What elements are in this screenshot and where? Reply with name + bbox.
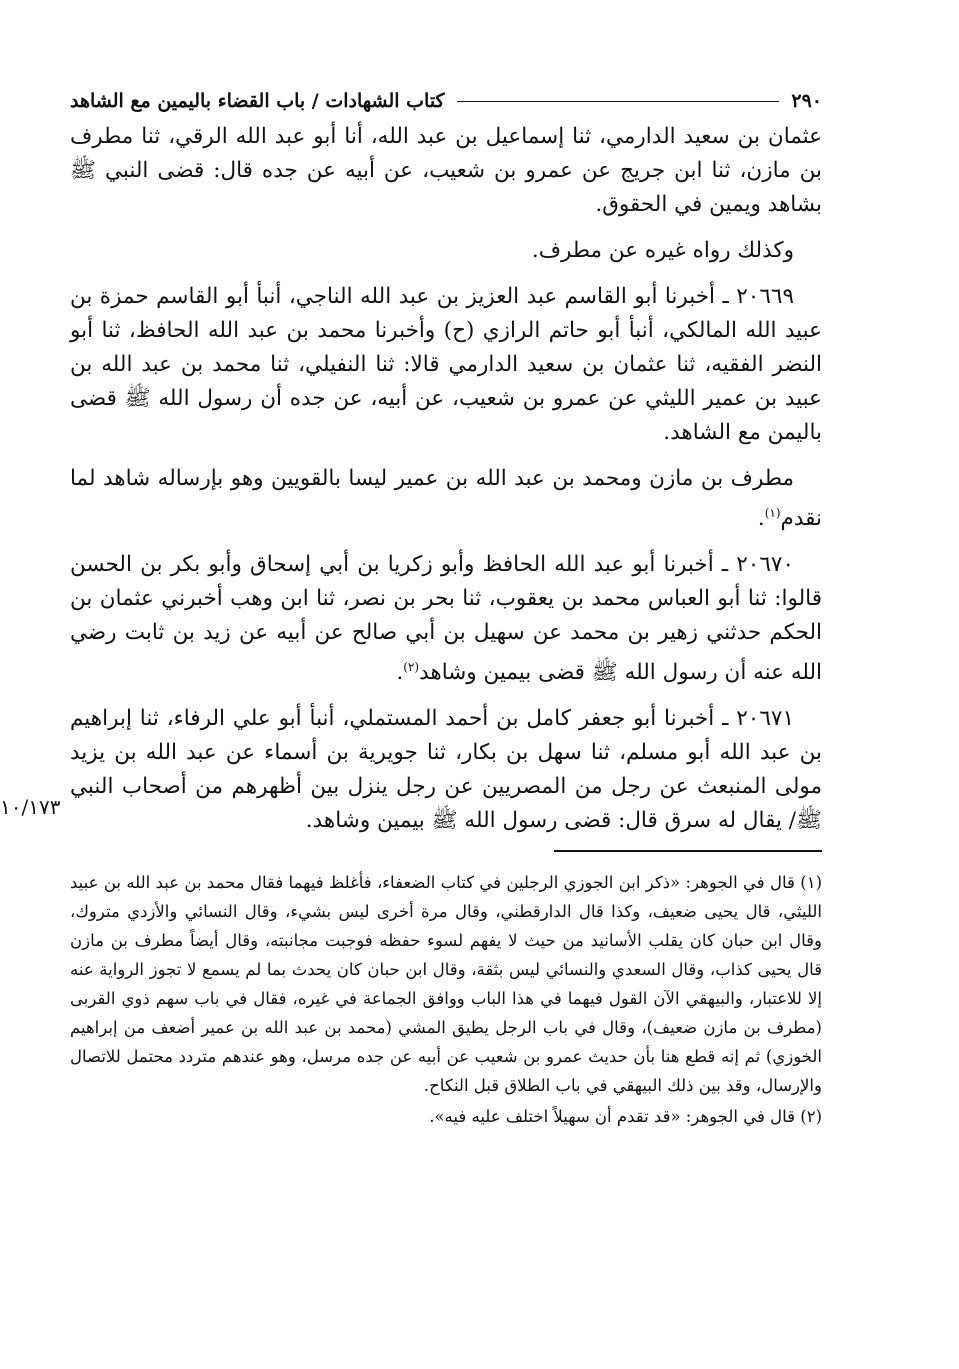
running-header (70, 82, 822, 120)
main-text (0, 120, 822, 838)
footnote-separator (554, 850, 822, 852)
hadith-20671-wrap (0, 702, 822, 838)
hadith-20669: ٢٠٦٦٩ ـ أخبرنا أبو القاسم عبد العزيز بن عبد الله الناجي، أنبأ أبو القاسم حمزة بن عبيد الله المالكي، أنبأ أبو حاتم الرازي (ح) وأخبرنا محمد بن عبد الله الحافظ، ثنا أبو النضر الفقيه، ثنا عثمان بن سعيد الدارمي قالا: ثنا النفيلي، ثنا محمد بن عبد الله بن عبيد بن عمير الليثي عن عمرو بن شعيب، عن أبيه، عن جده أن رسول الله ﷺ قضى باليمن مع الشاهد. (70, 284, 822, 445)
commentary-text: مطرف بن مازن ومحمد بن عبد الله بن عمير ليسا بالقويين وهو بإرساله شاهد لما نقدم (70, 466, 822, 532)
hadith-20670 (70, 548, 822, 690)
paragraph-2: وكذلك رواه غيره عن مطرف. (531, 238, 794, 263)
hadith-20670-text: ٢٠٦٧٠ ـ أخبرنا أبو عبد الله الحافظ وأبو زكريا بن أبي إسحاق وأبو بكر بن الحسن قالوا: ثنا أبو العباس محمد بن يعقوب، ثنا بحر بن نصر، ثنا ابن وهب أخبرني عثمان بن الحكم حدثني زهير بن محمد عن سهيل بن أبي صالح عن أبيه عن زيد بن ثابت رضي الله عنه أن رسول الله ﷺ قضى بيمين وشاهد (70, 552, 822, 686)
footnote-ref-1: (١) (764, 506, 781, 520)
header-rule (457, 101, 780, 102)
commentary-end: . (757, 506, 765, 532)
commentary-paragraph (70, 462, 822, 536)
page (0, 82, 822, 1133)
running-title: كتاب الشهادات / باب القضاء باليمين مع الشاهد (70, 90, 445, 112)
paragraph-1: عثمان بن سعيد الدارمي، ثنا إسماعيل بن عبد الله، أنا أبو عبد الله الرقي، ثنا مطرف بن مازن، ثنا ابن جريج عن عمرو بن شعيب، عن أبيه عن جده قال: قضى النبي ﷺ بشاهد ويمين في الحقوق. (70, 124, 822, 217)
page-number: ٢٩٠ (791, 90, 822, 112)
footnote-1: (١) قال في الجوهر: «ذكر ابن الجوزي الرجلين في كتاب الضعفاء، فأغلظ فيهما فقال محمد بن عبد الله بن عبيد الليثي، قال يحيى ضعيف، وكذا قال الدارقطني، وقال مرة أخرى ليس بشيء، وقال النسائي والأزدي متروك، وقال ابن حبان كان يقلب الأسانيد من حيث لا يفهم لسوء حفظه فوجبت مجانبته، وقال أيضاً مطرف بن مازن قال يحيى كذاب، وقال السعدي والنسائي ليس بثقة، وقال ابن حبان كان يحدث بما لم يسمع لا تجوز الرواية عنه إلا للاعتبار، والبيهقي الآن القول فيهما في هذا الباب ووافق الجماعة في غيره، فقال في باب سهم ذوي القربى (مطرف بن مازن ضعيف)، وقال في باب الرجل يطيق المشي (محمد بن عبد الله بن عمير أضعف من إبراهيم الخوزي) ثم إنه قطع هنا بأن حديث عمرو بن شعيب عن أبيه عن جده مرسل، وهو عندهم متردد محتمل للاتصال والإرسال، وقد بين ذلك البيهقي في باب الطلاق قبل النكاح. (70, 873, 822, 1096)
marginal-page-ref: ١٠/١٧٣ (0, 795, 61, 820)
hadith-20671: ٢٠٦٧١ ـ أخبرنا أبو جعفر كامل بن أحمد المستملي، أنبأ أبو علي الرفاء، ثنا إبراهيم بن عبد الله أبو مسلم، ثنا سهل بن بكار، ثنا جويرية بن أسماء عن عبد الله بن يزيد مولى المنبعث عن رجل من المصريين عن رجل ينزل بين أظهرهم من أصحاب النبي ﷺ/ يقال له سرق قال: قضى رسول الله ﷺ بيمين وشاهد. (70, 706, 822, 834)
footnote-2: (٢) قال في الجوهر: «قد تقدم أن سهيلاً اختلف عليه فيه». (429, 1107, 822, 1127)
footnotes (70, 868, 822, 1131)
footnote-ref-2: (٢) (403, 660, 420, 675)
hadith-20670-end: . (396, 660, 404, 686)
